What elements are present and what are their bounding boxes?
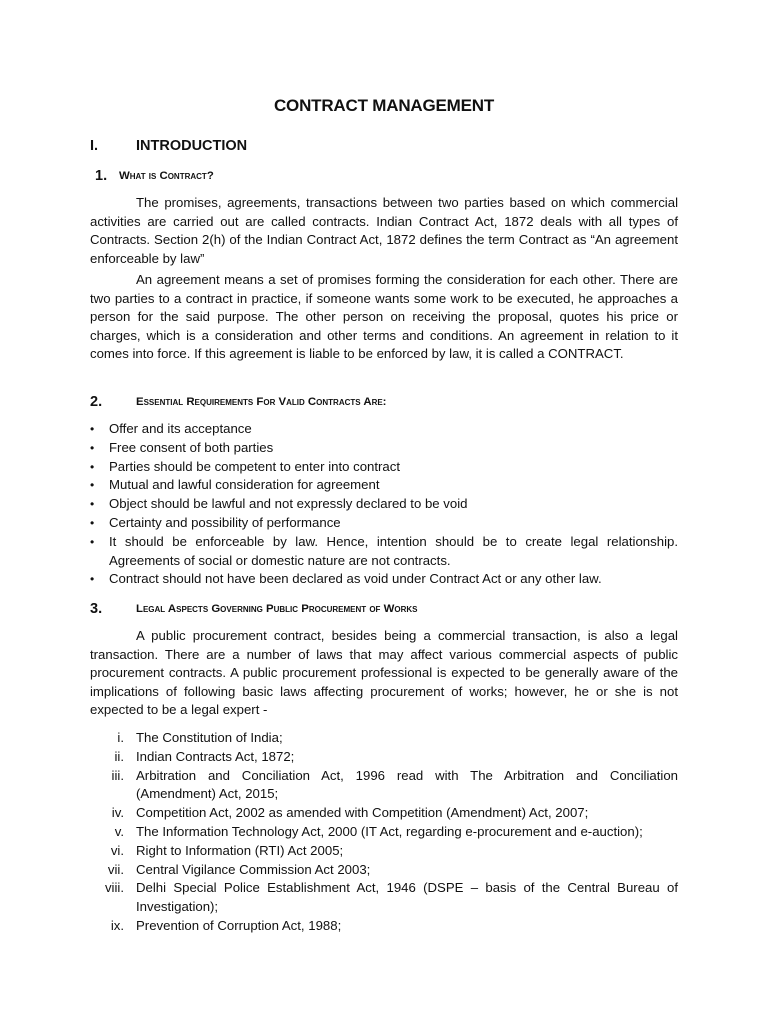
subsection-title: Legal Aspects Governing Public Procurement of Works <box>136 603 418 615</box>
subsection-number: 1. <box>95 168 108 184</box>
bullet-icon: • <box>90 440 95 455</box>
list-item <box>90 748 678 767</box>
list-item <box>90 879 678 917</box>
bullet-icon: • <box>90 515 95 530</box>
list-item <box>90 917 678 936</box>
list-item-text: Competition Act, 2002 as amended with Competition (Amendment) Act, 2007; <box>136 805 589 821</box>
list-item <box>90 514 678 533</box>
subsection-title: Essential Requirements For Valid Contracts Are: <box>136 396 387 408</box>
list-item <box>90 439 678 458</box>
list-item-text: It should be enforceable by law. Hence, intention should be to create legal relationship. Agreements of social or domestic nature are not contracts. <box>109 533 678 568</box>
bullet-icon: • <box>90 572 95 587</box>
paragraph: An agreement means a set of promises forming the consideration for each other. There are two parties to a contract in practice, if someone wants some work to be executed, he approaches a person for the said purpose. The other person on receiving the proposal, quotes his price or charges, which is a consideration and other terms and conditions. An agreement in relation to it comes into force. If this agreement is liable to be enforced by law, it is called a CONTRACT. <box>90 272 678 362</box>
list-item <box>90 823 678 842</box>
bullet-icon: • <box>90 497 95 512</box>
list-item <box>90 842 678 861</box>
requirements-list <box>90 420 678 589</box>
list-item <box>90 533 678 571</box>
list-item-text: Certainty and possibility of performance <box>109 514 341 530</box>
list-item-number: ii. <box>114 748 124 764</box>
bullet-icon: • <box>90 534 95 549</box>
list-item-text: Free consent of both parties <box>109 439 274 455</box>
list-item-text: Indian Contracts Act, 1872; <box>136 748 295 764</box>
list-item-text: Arbitration and Conciliation Act, 1996 read with The Arbitration and Conciliation (Amendment) Act, 2015; <box>136 767 678 802</box>
list-item-number: i. <box>117 730 124 745</box>
list-item-number: iv. <box>111 805 124 821</box>
list-item-number: vi. <box>110 842 124 858</box>
list-item-text: Mutual and lawful consideration for agreement <box>109 477 380 493</box>
list-item-text: Parties should be competent to enter into contract <box>109 458 401 474</box>
list-item <box>90 804 678 823</box>
list-item-text: Offer and its acceptance <box>109 421 252 436</box>
list-item <box>90 767 678 805</box>
list-item <box>90 495 678 514</box>
list-item-number: ix. <box>110 917 124 933</box>
list-item-text: The Information Technology Act, 2000 (IT Act, regarding e-procurement and e-auction); <box>136 823 643 839</box>
list-item <box>90 458 678 477</box>
list-item-text: Object should be lawful and not expressly declared to be void <box>109 496 468 512</box>
list-item <box>90 476 678 495</box>
list-item-number: iii. <box>111 767 124 783</box>
section-number: I. <box>90 138 99 154</box>
list-item <box>90 861 678 880</box>
list-item <box>90 420 678 439</box>
list-item-number: viii. <box>104 880 124 896</box>
list-item-text: Contract should not have been declared as void under Contract Act or any other law. <box>109 571 602 587</box>
subsection-number: 3. <box>90 601 103 617</box>
paragraph: A public procurement contract, besides being a commercial transaction, is also a legal transaction. There are a number of laws that may affect various commercial aspects of public procurement contracts. A public procurement professional is expected to be generally aware of the implications of following basic laws affecting procurement of works; however, he or she is not expected to be a legal expert - <box>90 628 678 718</box>
bullet-icon: • <box>90 478 95 493</box>
list-item-text: Prevention of Corruption Act, 1988; <box>136 917 342 933</box>
subsection-title: What is Contract? <box>119 170 214 182</box>
bullet-icon: • <box>90 459 95 474</box>
list-item <box>90 570 678 589</box>
list-item-text: Delhi Special Police Establishment Act, 1946 (DSPE – basis of the Central Bureau of Investigation); <box>136 880 678 915</box>
list-item <box>90 729 678 748</box>
list-item-number: v. <box>114 823 124 839</box>
subsection-number: 2. <box>90 394 103 410</box>
paragraph: The promises, agreements, transactions between two parties based on which commercial activities are carried out are called contracts. Indian Contract Act, 1872 deals with all types of Contracts. Section 2(h) of the Indian Contract Act, 1872 defines the term Contract as “An agreement enforceable by law” <box>90 195 678 266</box>
laws-list <box>90 729 678 936</box>
list-item-text: The Constitution of India; <box>136 730 283 745</box>
list-item-number: vii. <box>107 861 124 877</box>
list-item-text: Right to Information (RTI) Act 2005; <box>136 842 344 858</box>
bullet-icon: • <box>90 422 95 436</box>
document-title: CONTRACT MANAGEMENT <box>273 96 494 115</box>
section-title: INTRODUCTION <box>136 138 248 154</box>
list-item-text: Central Vigilance Commission Act 2003; <box>136 861 371 877</box>
